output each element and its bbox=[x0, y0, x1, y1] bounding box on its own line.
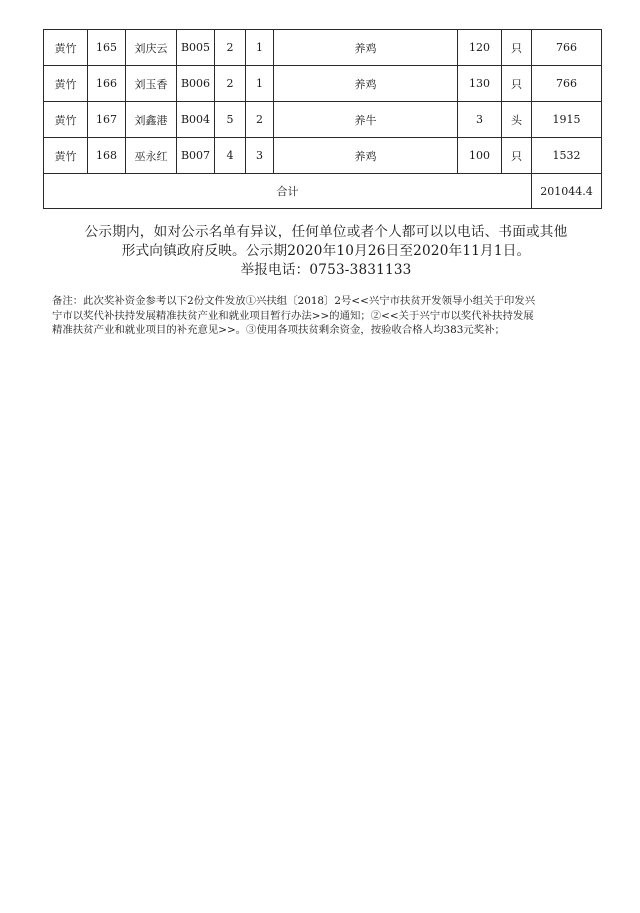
table-body bbox=[44, 30, 602, 174]
code-cell: B007 bbox=[177, 138, 215, 174]
code-cell: B006 bbox=[177, 66, 215, 102]
poor-count-cell: 3 bbox=[246, 138, 274, 174]
quantity-cell: 100 bbox=[458, 138, 502, 174]
public-notice bbox=[52, 223, 600, 280]
report-phone: 举报电话：0753-3831133 bbox=[240, 262, 412, 278]
poor-count-cell: 1 bbox=[246, 66, 274, 102]
unit-cell: 只 bbox=[502, 66, 532, 102]
village-cell: 黄竹 bbox=[44, 102, 88, 138]
serial-cell: 168 bbox=[88, 138, 126, 174]
poor-count-cell: 2 bbox=[246, 102, 274, 138]
remark-line: 宁市以奖代补扶持发展精准扶贫产业和就业项目暂行办法>>的通知；②<<关于兴宁市以奖代补扶持发展 bbox=[52, 309, 534, 322]
total-label: 合计 bbox=[44, 174, 532, 209]
table-row bbox=[44, 138, 602, 174]
code-cell: B005 bbox=[177, 30, 215, 66]
serial-cell: 167 bbox=[88, 102, 126, 138]
household-size-cell: 2 bbox=[215, 66, 246, 102]
table-row bbox=[44, 66, 602, 102]
project-cell: 养鸡 bbox=[274, 66, 458, 102]
project-cell: 养牛 bbox=[274, 102, 458, 138]
poor-count-cell: 1 bbox=[246, 30, 274, 66]
serial-cell: 166 bbox=[88, 66, 126, 102]
total-row bbox=[44, 174, 602, 209]
project-cell: 养鸡 bbox=[274, 138, 458, 174]
name-cell: 刘玉香 bbox=[126, 66, 177, 102]
amount-cell: 766 bbox=[532, 66, 602, 102]
notice-line: 公示期内，如对公示名单有异议，任何单位或者个人都可以以电话、书面或其他 bbox=[84, 224, 568, 240]
name-cell: 刘庆云 bbox=[126, 30, 177, 66]
unit-cell: 只 bbox=[502, 30, 532, 66]
household-size-cell: 5 bbox=[215, 102, 246, 138]
village-cell: 黄竹 bbox=[44, 138, 88, 174]
project-cell: 养鸡 bbox=[274, 30, 458, 66]
village-cell: 黄竹 bbox=[44, 30, 88, 66]
remark-line: 备注：此次奖补资金参考以下2份文件发放①兴扶组〔2018〕2号<<兴宁市扶贫开发领导小组关于印发兴 bbox=[52, 295, 536, 307]
total-value: 201044.4 bbox=[532, 174, 602, 209]
code-cell: B004 bbox=[177, 102, 215, 138]
notice-line: 形式向镇政府反映。公示期2020年10月26日至2020年11月1日。 bbox=[121, 243, 531, 259]
serial-cell: 165 bbox=[88, 30, 126, 66]
amount-cell: 766 bbox=[532, 30, 602, 66]
household-size-cell: 4 bbox=[215, 138, 246, 174]
table-row bbox=[44, 30, 602, 66]
quantity-cell: 120 bbox=[458, 30, 502, 66]
amount-cell: 1915 bbox=[532, 102, 602, 138]
name-cell: 巫永红 bbox=[126, 138, 177, 174]
quantity-cell: 130 bbox=[458, 66, 502, 102]
household-size-cell: 2 bbox=[215, 30, 246, 66]
unit-cell: 只 bbox=[502, 138, 532, 174]
subsidy-table bbox=[43, 29, 602, 209]
unit-cell: 头 bbox=[502, 102, 532, 138]
remark-line: 精准扶贫产业和就业项目的补充意见>>。③使用各项扶贫剩余资金，按验收合格人均383元奖补； bbox=[52, 324, 505, 336]
name-cell: 刘鑫港 bbox=[126, 102, 177, 138]
remark-note bbox=[52, 294, 604, 338]
quantity-cell: 3 bbox=[458, 102, 502, 138]
village-cell: 黄竹 bbox=[44, 66, 88, 102]
amount-cell: 1532 bbox=[532, 138, 602, 174]
table-row bbox=[44, 102, 602, 138]
